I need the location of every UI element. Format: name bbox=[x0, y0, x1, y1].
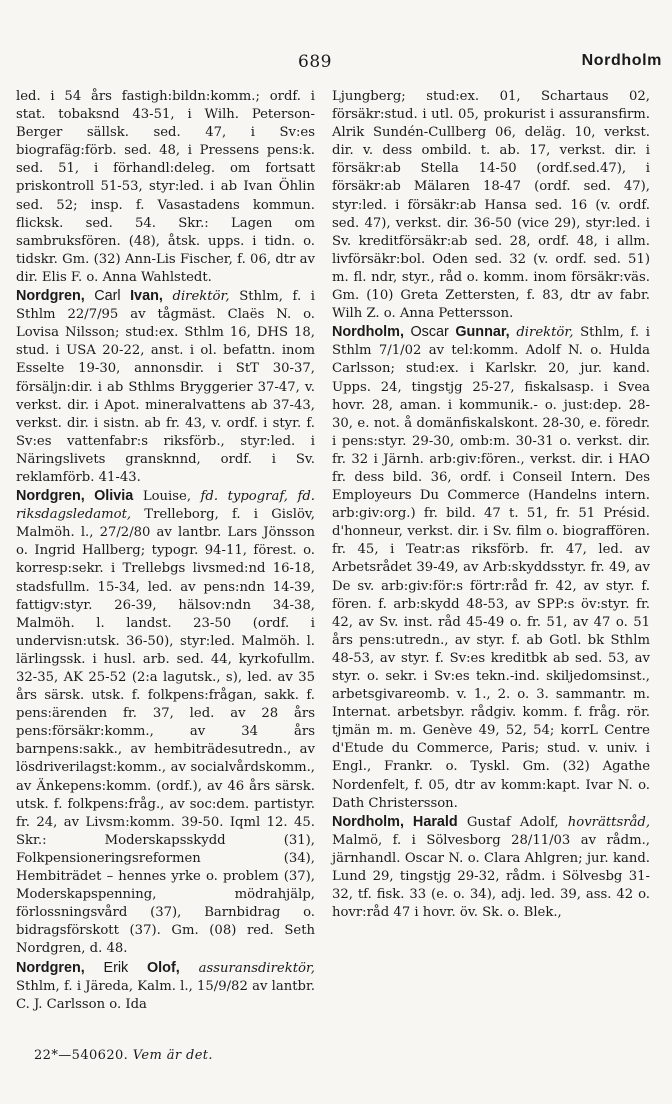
entry-nordholm-oscar-gunnar bbox=[332, 323, 650, 813]
entry-text: Malmö, f. i Sölvesborg 28/11/03 av rådm., järnhandl. Oscar N. o. Clara Ahlgren; jur. kand. Lund 29, tingstjg 29-32, rådm. i Sölvesbg 31-32, tf. fisk. 33 (e. o. 34), adj. led. 39, ass. 42 o. hovr:råd 47 i hovr. öv. Sk. o. Blek., bbox=[332, 832, 650, 921]
entry-name: Nordgren, Erik Olof, bbox=[16, 959, 180, 976]
entry-given: Gustaf Adolf, bbox=[466, 814, 559, 830]
entry-text: led. i 54 års fastigh:bildn:komm.; ordf. i stat. tobaksnd 43-51, i Wilh. Peterson-Berger sällsk. sed. 47, i Sv:es biografäg:förb. sed. 48, i Pressens pens:k. sed. 51, i förhandl:deleg. om fortsatt priskontroll 51-53, styr:led. i ab Ivan Öhlin sed. 52; insp. f. Vasastadens kommun. flicksk. sed. 54. Skr.: Lagen om sambruksfören. (48), åtsk. upps. i tidn. o. tidskr. Gm. (32) Ann-Lis Fischer, f. 06, dtr av dir. Elis F. o. Anna Wahlstedt. bbox=[16, 89, 315, 285]
entry-nordholm-harald bbox=[332, 813, 650, 923]
page-number: 689 bbox=[298, 52, 332, 72]
entry-text: Sthlm, f. i Sthlm 22/7/95 av tågmäst. Claës N. o. Lovisa Nilsson; stud:ex. Sthlm 16, DHS 18, stud. i USA 20-22, anst. i ol. befattn. inom Esselte 19-30, annonsdir. i StT 30-37, försäljn:dir. i ab Sthlms Bryggerier 37-47, v. verkst. dir. i Apot. mineralvattens ab 37-43, verkst. dir. i sistn. ab fr. 43, v. ordf. i styr. f. Sv:es vattenfabr:s riksförb., styr:led. i Näringslivets gransknnd, ordf. i Sv. reklamförb. 41-43. bbox=[16, 289, 316, 485]
entry-nordgren-erik-olof bbox=[16, 959, 315, 1014]
entry-title: direktör, bbox=[172, 289, 230, 305]
right-column bbox=[332, 88, 650, 922]
entry-nordgren-olivia bbox=[16, 487, 315, 958]
print-code: 22*—540620. bbox=[34, 1048, 129, 1063]
entry-title: assuransdirektör, bbox=[198, 960, 316, 976]
entry-text: Ljungberg; stud:ex. 01, Schartaus 02, försäkr:stud. i utl. 05, prokurist i assuransfirm. Alrik Sundén-Cullberg 06, deläg. 10, verkst. dir. v. dess ombild. t. ab. 17, verkst. dir. i försäkr:ab Stella 14-50 (ordf.sed.47), i försäkr:ab Mälaren 18-47 (ordf. sed. 47), styr:led. i försäkr:ab Hansa sed. 16 (v. ordf. sed. 47), verkst. dir. 36-50 (vice 29), styr:led. i Sv. kreditförsäkr:ab sed. 28, ordf. 48, i allm. livförsäkr:bol. Oden sed. 32 (v. ordf. sed. 51) m. fl. ndr, styr., råd o. komm. inom försäkr:väs. Gm. (10) Greta Zettersten, f. 83, dtr av fabr. Wilh Z. o. Anna Pettersson. bbox=[332, 89, 650, 322]
entry-title: fd. typograf, fd. riksdagsledamot, bbox=[16, 489, 315, 523]
entry-nordgren-carl-ivan bbox=[16, 287, 315, 487]
page-header bbox=[0, 50, 672, 76]
left-column bbox=[16, 88, 315, 1014]
entry-text: Trelleborg, f. i Gislöv, Malmöh. l., 27/2/80 av lantbr. Lars Jönsson o. Ingrid Hallberg; typogr. 94-11, förest. o. korresp:sekr. i Trellebgs livsmed:nd 16-18, stadsfullm. 15-34, led. av pens:ndn 14-39, fattigv:styr. 26-39, hälsov:ndn 34-38, Malmöh. l. landst. 23-50 (ordf. i undervisn:utsk. 36-50), styr:led. Malmöh. l. lärlingssk. i husl. arb. sed. 44, kyrkofullm. 32-35, AK 25-52 (2:a lagutsk., s), led. av 35 års särsk. utsk. f. folkpens:frågan, sakk. f. pens:ärenden fr. 37, led. av 28 års pens:försäkr:komm., av 34 års barnpens:sakk., av hembiträdesutredn., av lösdriverilagst:komm., av socialvårdskomm., av Änkepens:komm. (ordf.), av 46 års särsk. utsk. f. folkpens:fråg., av soc:dem. partistyr. fr. 24, av Livsm:komm. 39-50. Iqml 12. 45. Skr.: Moderskapsskydd (31), Folkpensioneringsreformen (34), Hembiträdet – hennes yrke o. problem (37), Moderskapspenning, mödrahjälp, förlossningsvård (37), Barnbidrag o. bidragsförskott (37). Gm. (08) red. Seth Nordgren, d. 48. bbox=[16, 507, 315, 957]
entry-text: Sthlm, f. i Sthlm 7/1/02 av tel:komm. Adolf N. o. Hulda Carlsson; stud:ex. i Karlskr. 20, jur. kand. Upps. 24, tingstjg 25-27, fiskalsasp. i Svea hovr. 28, aman. i kommunik.- o. just:dep. 28-30, e. not. å domänfiskalskont. 28-30, e. föredr. i pens:styr. 29-30, omb:m. 30-31 o. verkst. dir. fr. 32 i Järnh. arb:giv:fören., verkst. dir. i HAO fr. dess bild. 36, ordf. i Conseil Intern. Des Employeurs Du Commerce (Handelns intern. arb:giv:org.) fr. bild. 47 t. 51, fr. 51 Présid. d'honneur, verkst. dir. i Sv. film o. biograffören. fr. 45, i Teatr:as riksförb. fr. 47, led. av Arbetsrådet 39-49, av Arb:skyddsstyr. fr. 49, av De sv. arb:giv:för:s förtr:råd fr. 42, av styr. f. fören. f. arb:skydd 48-53, av SPP:s öv:styr. fr. 42, av Sv. inst. råd 45-49 o. fr. 51, av 47 o. 51 års pens:utredn., av styr. f. ab Gotl. bk Sthlm 48-53, av styr. f. Sv:es kreditbk ab sed. 53, av styr. o. sekr. i Sv:es tekn.-ind. skiljedomsinst., arbetsgivareomb. v. 1., 2. o. 3. sammantr. m. Internat. arbetsbyr. rådgiv. komm. f. fråg. rör. tjmän m. m. Genève 49, 52, 54; korrL Centre d'Etude du Commerce, Paris; stud. v. univ. i Engl., Frankr. o. Tyskl. Gm. (32) Agathe Nordenfelt, f. 05, dtr av komm:kapt. Ivar N. o. Dath Christersson. bbox=[332, 325, 650, 811]
running-head: Nordholm bbox=[581, 52, 662, 69]
entry-given: Louise, bbox=[142, 489, 192, 505]
entry-name: Nordholm, Oscar Gunnar, bbox=[332, 324, 510, 341]
continued-entry bbox=[16, 88, 315, 287]
page-footer bbox=[34, 1048, 213, 1063]
entry-name: Nordholm, Harald bbox=[332, 813, 458, 830]
entry-title: direktör, bbox=[516, 325, 574, 341]
signature-mark: Vem är det. bbox=[132, 1048, 213, 1063]
entry-name: Nordgren, Carl Ivan, bbox=[16, 288, 163, 305]
continued-entry bbox=[332, 88, 650, 323]
entry-title: hovrättsråd, bbox=[567, 814, 651, 830]
entry-text: Sthlm, f. i Järeda, Kalm. l., 15/9/82 av lantbr. C. J. Carlsson o. Ida bbox=[16, 978, 315, 1012]
entry-name: Nordgren, Olivia bbox=[16, 488, 134, 505]
